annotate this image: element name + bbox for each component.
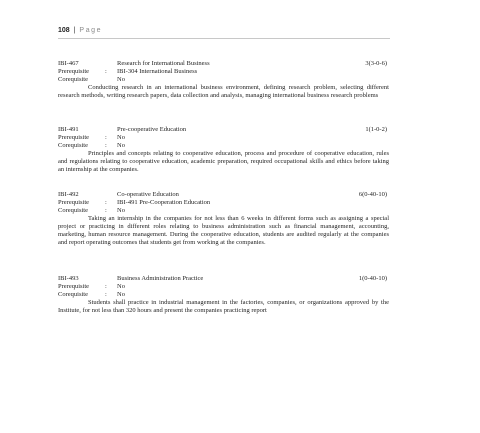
- corequisite-row: [58, 207, 389, 215]
- course-credits: 1(0-40-10): [358, 275, 387, 282]
- corequisite-row: [58, 76, 389, 84]
- course-title-row: [58, 191, 389, 199]
- course-title: Business Administration Practice: [117, 275, 204, 282]
- prerequisite-colon: :: [105, 68, 107, 75]
- course-title: Co-operative Education: [117, 191, 179, 198]
- course-description: Taking an internship in the companies for not less than 6 weeks in different forms such as assigning a special project or practicing in different roles relating to business administration such as financial management, accounting, marketing, human resource management. During the cooperative education, students are audited regularly at the companies and report operating outcomes that students get from working at the companies.: [58, 215, 389, 246]
- prerequisite-value: IBI-304 International Business: [117, 68, 198, 75]
- corequisite-label: Corequisite: [58, 142, 88, 149]
- course-code: IBI-493: [58, 275, 79, 282]
- course-title: Research for International Business: [117, 60, 210, 67]
- course-description: Conducting research in an international business environment, defining research problem, selecting different research methods, writing research papers, data collection and analysis, managing international business research problems: [58, 84, 389, 99]
- prerequisite-label: Prerequisite: [58, 199, 90, 206]
- corequisite-row: [58, 291, 389, 299]
- course-description: Principles and concepts relating to cooperative education, process and procedure of cooperative education, rules and regulations relating to cooperative education, academic preparation, required occupational skills and ethics before taking an internship at the companies.: [58, 150, 389, 173]
- corequisite-label: Corequisite: [58, 76, 88, 83]
- course-title: Pre-cooperative Education: [117, 126, 187, 133]
- page-header: [58, 27, 102, 34]
- course-credits: 6(0-40-10): [358, 191, 387, 198]
- prerequisite-value: No: [117, 283, 125, 290]
- course-code: IBI-467: [58, 60, 79, 67]
- corequisite-value: No: [117, 291, 125, 298]
- prerequisite-label: Prerequisite: [58, 134, 90, 141]
- page-separator: |: [73, 27, 76, 34]
- corequisite-label: Corequisite: [58, 291, 88, 298]
- course-code: IBI-492: [58, 191, 79, 198]
- corequisite-row: [58, 142, 389, 150]
- prerequisite-row: [58, 68, 389, 76]
- corequisite-colon: :: [105, 142, 107, 149]
- course-entry: [58, 60, 389, 100]
- course-credits: 3(3-0-6): [365, 60, 387, 67]
- course-title-row: [58, 275, 389, 283]
- corequisite-colon: :: [105, 291, 107, 298]
- course-description: Students shall practice in industrial management in the factories, companies, or organizations approved by the Institute, for not less than 320 hours and present the companies practicing report: [58, 299, 389, 314]
- prerequisite-colon: :: [105, 199, 107, 206]
- prerequisite-label: Prerequisite: [58, 283, 90, 290]
- corequisite-value: No: [117, 76, 125, 83]
- course-title-row: [58, 60, 389, 68]
- course-code: IBI-491: [58, 126, 79, 133]
- prerequisite-row: [58, 134, 389, 142]
- course-credits: 1(1-0-2): [365, 126, 387, 133]
- corequisite-label: Corequisite: [58, 207, 88, 214]
- page-number: 108: [58, 27, 70, 34]
- prerequisite-row: [58, 283, 389, 291]
- corequisite-value: No: [117, 142, 125, 149]
- prerequisite-value: IBI-491 Pre-Cooperation Education: [117, 199, 211, 206]
- page-word: Page: [79, 27, 103, 34]
- prerequisite-value: No: [117, 134, 125, 141]
- course-entry: [58, 275, 389, 315]
- corequisite-value: No: [117, 207, 125, 214]
- prerequisite-row: [58, 199, 389, 207]
- prerequisite-label: Prerequisite: [58, 68, 90, 75]
- prerequisite-colon: :: [105, 134, 107, 141]
- header-rule: [58, 38, 390, 39]
- prerequisite-colon: :: [105, 283, 107, 290]
- course-entry: [58, 126, 389, 174]
- course-entry: [58, 191, 389, 247]
- course-title-row: [58, 126, 389, 134]
- corequisite-colon: :: [105, 207, 107, 214]
